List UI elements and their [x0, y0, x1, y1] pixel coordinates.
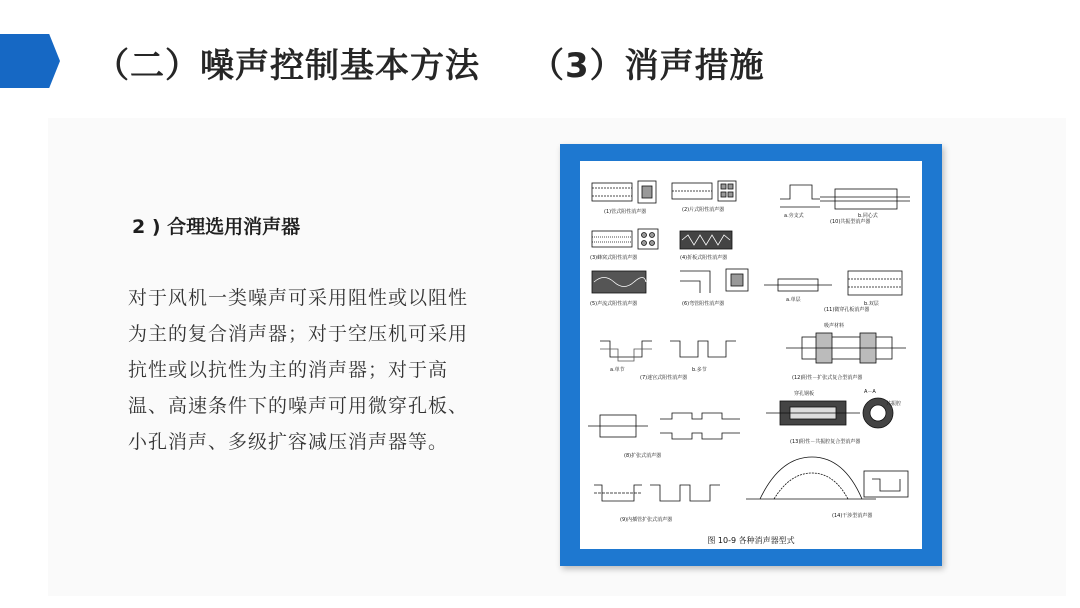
- fig-label: (11)微穿孔板消声器: [824, 307, 870, 313]
- fig-label: b.多节: [692, 367, 707, 373]
- fig-label: (14)干涉型消声器: [832, 513, 873, 519]
- muffler-types-figure: [580, 161, 922, 549]
- fig-label: (4)折板式阻性消声器: [680, 255, 728, 261]
- fig-label: a.旁支式: [784, 213, 804, 219]
- body-paragraph: 对于风机一类噪声可采用阻性或以阻性为主的复合消声器；对于空压机可采用抗性或以抗性为主的消声器；对于高温、高速条件下的噪声可用微穿孔板、小孔消声、多级扩容减压消声器等。: [128, 287, 469, 453]
- fig-label: 共振腔: [886, 401, 902, 407]
- subsection-title: （3）消声措施: [530, 46, 765, 86]
- fig-label: (13)阻性－共振腔复合型消声器: [790, 439, 861, 445]
- fig-label: (2)片式阻性消声器: [682, 207, 725, 213]
- fig-label: b.双层: [864, 301, 879, 307]
- figure-caption: 图 10-9 各种消声器型式: [707, 536, 795, 545]
- fig-label: 吸声材料: [824, 323, 845, 329]
- fig-label: (10)共振型消声器: [830, 219, 871, 225]
- fig-label: (8)扩张式消声器: [624, 453, 662, 459]
- subheading: 2 ) 合理选用消声器: [132, 216, 301, 238]
- section-title: （二）噪声控制基本方法: [95, 46, 480, 86]
- fig-label: (1)管式阻性消声器: [604, 209, 647, 215]
- fig-label: (7)迷宫式阻性消声器: [640, 375, 688, 381]
- fig-label: a.单节: [610, 367, 625, 373]
- fig-label: (5)声流式阻性消声器: [590, 301, 638, 307]
- fig-label: (6)弯管阻性消声器: [682, 301, 725, 307]
- fig-label: b.同心式: [858, 213, 878, 219]
- fig-label: 穿孔钢板: [794, 391, 815, 397]
- fig-label: a.单层: [786, 297, 801, 303]
- figure-frame: [560, 144, 942, 566]
- fig-label: A－A: [864, 389, 876, 395]
- fig-label: (12)阻性－扩张式复合型消声器: [792, 375, 863, 381]
- section-tab-marker: [0, 34, 60, 88]
- fig-label: (3)蜂窝式阻性消声器: [590, 255, 638, 261]
- muffler-diagrams: [580, 161, 922, 533]
- fig-label: (9)内插管扩张式消声器: [620, 517, 673, 523]
